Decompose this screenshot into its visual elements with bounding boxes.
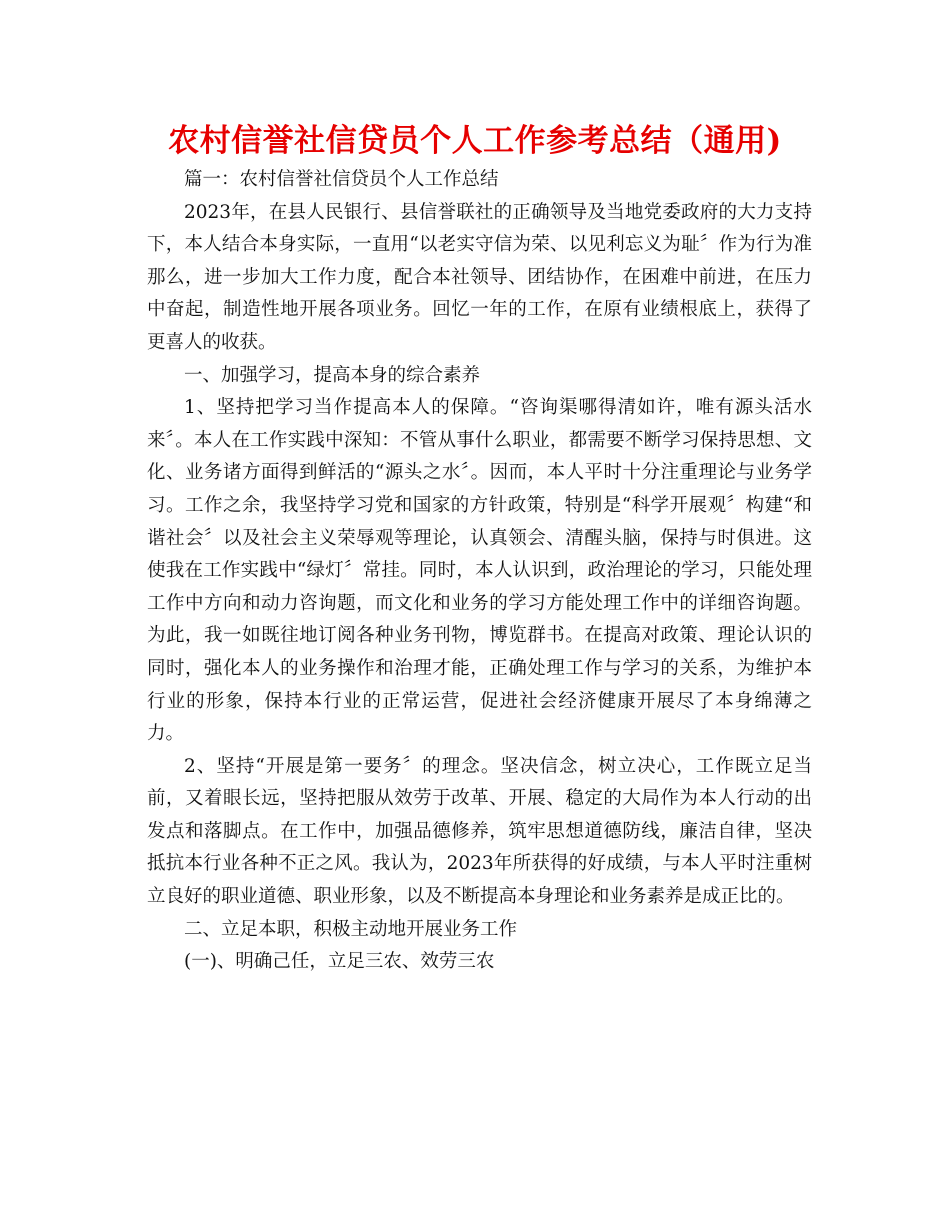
paragraph-study-2: 2、坚持“开展是第一要务〞的理念。坚决信念，树立决心，工作既立足当前，又着眼长远，坚持把服从效劳于改革、开展、稳定的大局作为本人行动的出发点和落脚点。在工作中，加强品德修养，筑牢思想道德防线，廉洁自律，坚决抵抗本行业各种不正之风。我认为，2023年所获得的好成绩，与本人平时注重树立良好的职业道德、职业形象，以及不断提高本身理论和业务素养是成正比的。 — [147, 755, 812, 908]
paragraph-study-1: 1、坚持把学习当作提高本人的保障。“咨询渠哪得清如许，唯有源头活水来〞。本人在工作实践中深知：不管从事什么职业，都需要不断学习保持思想、文化、业务诸方面得到鲜活的“源头之水〞。因而，本人平时十分注重理论与业务学习。工作之余，我坚持学习党和国家的方针政策，特别是“科学开展观〞构建“和谐社会〞以及社会主义荣辱观等理论，认真领会、清醒头脑，保持与时俱进。这使我在工作实践中“绿灯〞常挂。同时，本人认识到，政治理论的学习，只能处理工作中方向和动力咨询题，而文化和业务的学习方能处理工作中的详细咨询题。为此，我一如既往地订阅各种业务刊物，博览群书。在提高对政策、理论认识的同时，强化本人的业务操作和治理才能，正确处理工作与学习的关系，为维护本行业的形象，保持本行业的正常运营，促进社会经济健康开展尽了本身绵薄之力。 — [147, 397, 812, 745]
paragraph-intro: 2023年，在县人民银行、县信誉联社的正确领导及当地党委政府的大力支持下，本人结合本身实际，一直用“以老实守信为荣、以见利忘义为耻〞作为行为准那么，进一步加大工作力度，配合本社领导、团结协作，在困难中前进，在压力中奋起，制造性地开展各项业务。回忆一年的工作，在原有业绩根底上，获得了更喜人的收获。 — [147, 201, 812, 353]
document-body — [147, 164, 812, 979]
subsection-heading-duty-1: (一)、明确己任，立足三农、效劳三农 — [184, 951, 495, 973]
section-heading-study: 一、加强学习，提高本身的综合素养 — [184, 364, 481, 386]
section-heading-duty: 二、立足本职，积极主动地开展业务工作 — [184, 918, 518, 940]
document-title: 农村信誉社信贷员个人工作参考总结（通用) — [168, 123, 782, 159]
section-heading-part-one: 篇一：农村信誉社信贷员个人工作总结 — [184, 169, 499, 190]
